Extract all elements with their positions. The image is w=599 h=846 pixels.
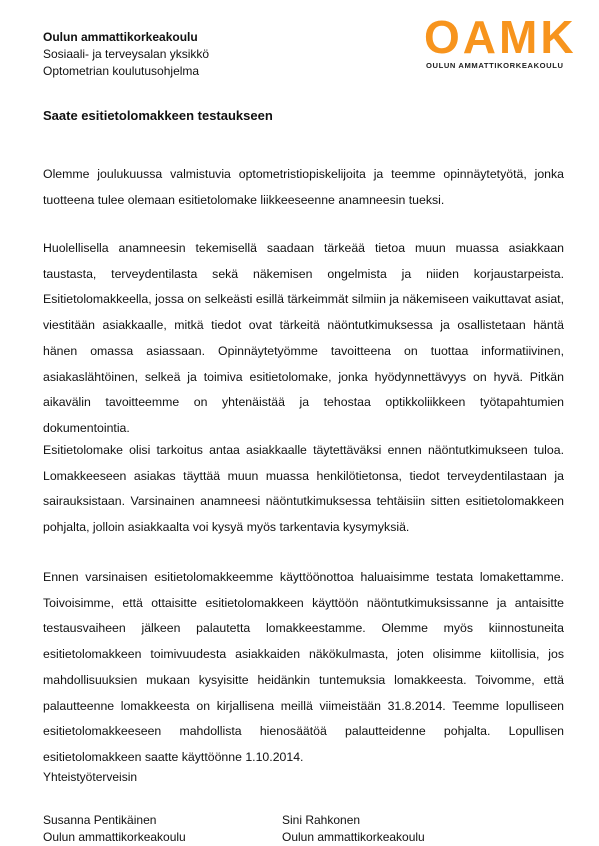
sender-block <box>43 29 209 80</box>
signer-name: Susanna Pentikäinen <box>43 813 157 827</box>
unit-name: Sosiaali- ja terveysalan yksikkö <box>43 47 210 61</box>
institution-name: Oulun ammattikorkeakoulu <box>43 30 198 44</box>
paragraph-1: Olemme joulukuussa valmistuvia optometristiopiskelijoita ja teemme opinnäytetyötä, jonka tuotteena tulee olemaan esitietolomake liikkeeseenne anamneesin tueksi. <box>43 167 564 207</box>
logo-wordmark: OAMK <box>424 11 577 63</box>
paragraph-4: Ennen varsinaisen esitietolomakkeemme käyttöönottoa haluaisimme testata lomakettamme. Toivoisimme, että ottaisitte esitietolomakkeen käyttöön näöntutkimuksissanne ja antaisitte testausvaiheen jälkeen palautetta lomakkeestamme. Olemme myös kiinnostuneita esitietolomakkeen toimivuudesta asiakkaiden näkökulmasta, joten olisimme kiitollisia, jos mahdollisuuksien mukaan kysyisitte heidänkin tuntemuksia lomakkeesta. Toivomme, että palautteenne lomakkeesta on kirjallisena meillä viimeistään 31.8.2014. Teemme lopulliseen esitietolomakkeeseen mahdollista hienosäätöä palautteidenne pohjalta. Lopullisen esitietolomakkeen saatte käyttöönne 1.10.2014. <box>43 570 564 764</box>
signer-name: Sini Rahkonen <box>282 813 361 827</box>
signature-1 <box>43 812 186 846</box>
paragraph-3: Esitietolomake olisi tarkoitus antaa asiakkaalle täytettäväksi ennen näöntutkimukseen tuloa. Lomakkeeseen asiakas täyttää muun muassa henkilötietonsa, tiedot terveydentilastaan ja sairauksistaan. Varsinainen anamneesi näöntutkimuksessa tehtäisiin sitten esitietolomakkeen pohjalta, jolloin asiakkaalta voi kysyä myös tarkentavia kysymyksiä. <box>43 443 564 535</box>
oamk-logo <box>424 11 577 72</box>
signer-org: Oulun ammattikorkeakoulu <box>282 830 425 844</box>
signature-2 <box>282 812 425 846</box>
letter-title: Saate esitietolomakkeen testaukseen <box>43 108 273 123</box>
closing-greeting: Yhteistyöterveisin <box>43 770 138 784</box>
signer-org: Oulun ammattikorkeakoulu <box>43 830 186 844</box>
programme-name: Optometrian koulutusohjelma <box>43 64 200 78</box>
logo-subtitle: OULUN AMMATTIKORKEAKOULU <box>426 61 564 70</box>
paragraph-2: Huolellisella anamneesin tekemisellä saadaan tärkeää tietoa muun muassa asiakkaan taustasta, terveydentilasta sekä näkemisen ongelmista ja niiden korjaustarpeista. Esitietolomakkeella, jossa on selkeästi esillä tärkeimmät silmiin ja näkemiseen vaikuttavat asiat, viestitään asiakkaalle, mitkä tiedot ovat tärkeitä näöntutkimuksessa ja osallistetaan häntä hänen omassa asiassaan. Opinnäytetyömme tavoitteena on tuottaa informatiivinen, asiakaslähtöinen, selkeä ja toimiva esitietolomake, jonka hyödynnettävyys on hyvä. Pitkän aikavälin tavoitteemme on yhtenäistää ja tehostaa optikkoliikkeen työtapahtumien dokumentointia. <box>43 241 564 435</box>
